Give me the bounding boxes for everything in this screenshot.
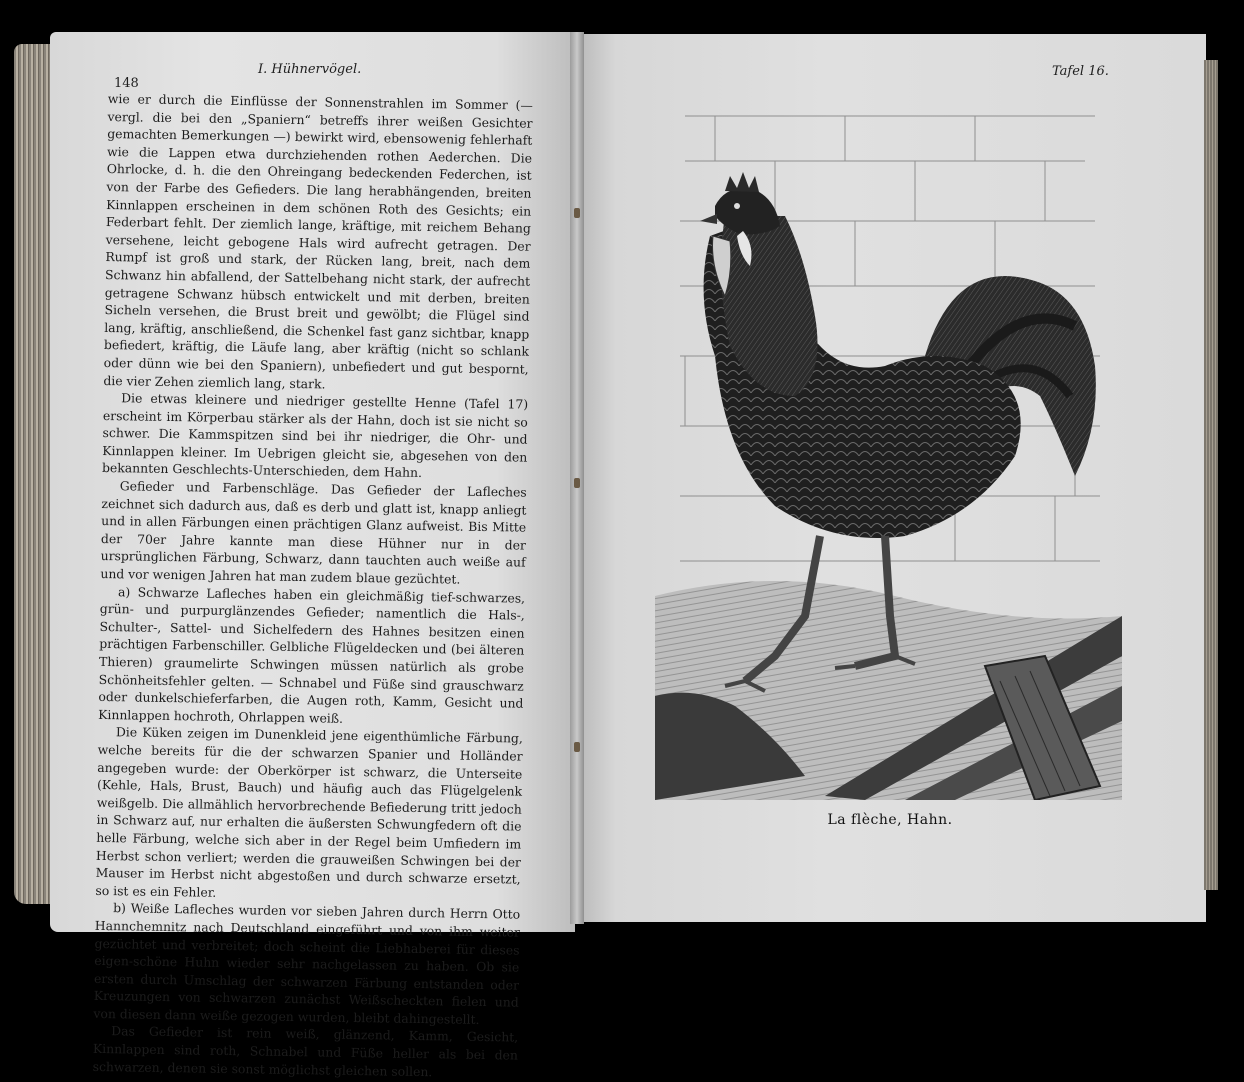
running-head: I. Hühnervögel. bbox=[258, 62, 362, 77]
paragraph: wie er durch die Einflüsse der Sonnenstrahlen im Sommer (— vergl. die bei den „Spaniern“ betreffs ihrer weißen Gesichter gemachten Bemerkungen —) bewirkt wird, ebensowenig fehlerhaft wie die Lappen etwa durchziehenden rothen Aederchen. Die Ohrlocke, d. h. die den Ohreingang bedeckenden Federchen, ist von der Farbe des Gefieders. Die lang herabhängenden, breiten Kinnlappen erscheinen in dem schönen Roth des Gesichts; ein Federbart fehlt. Der ziemlich lange, kräftige, mit reichem Behang versehene, leicht gebogene Hals wird aufrecht getragen. Der Rumpf ist groß und stark, der Rücken lang, breit, nach dem Schwanz hin abfallend, der Sattelbehang nicht stark, der aufrecht getragene Schwanz hübsch entwickelt und mit derben, breiten Sicheln versehen, die Brust breit und gewölbt; die Flügel sind lang, kräftig, anschließend, die Schenkel fast ganz sichtbar, knapp befiedert, kräftig, die Läufe lang, aber kräftig (nicht so schlank oder dünn wie bei den Spaniern), unbefiedert und gut bespornt, die vier Zehen ziemlich lang, stark. bbox=[103, 90, 533, 391]
body-text bbox=[93, 90, 533, 1082]
paragraph: Gefieder und Farbenschläge. Das Gefieder der Lafleches zeichnet sich dadurch aus, daß es derb und glatt ist, knapp anliegt und in allen Färbungen einen prächtigen Glanz aufweist. Bis Mitte der 70er Jahre kannte man diese Hühner nur in der ursprünglichen Färbung, Schwarz, dann tauchten auch weiße auf und vor wenigen Jahren hat man zudem blaue gezüchtet. bbox=[100, 478, 527, 587]
plate-label: Tafel 16. bbox=[1052, 64, 1109, 79]
rooster-engraving bbox=[655, 96, 1122, 800]
paragraph: a) Schwarze Lafleches haben ein gleichmäßig tief-schwarzes, grün- und purpurglänzendes Gefieder; namentlich die Hals-, Schulter-, Sattel- und Sichelfedern des Hahnes besitzen einen prächtigen Farbenschiller. Gelbliche Flügeldecken und (bei älteren Thieren) graumelirte Schwingen müssen natürlich als grobe Schönheitsfehler gelten. — Schnabel und Füße sind grauschwarz oder dunkelschieferfarben, die Augen roth, Kamm, Gesicht und Kinnlappen hochroth, Ohrlappen weiß. bbox=[98, 583, 526, 726]
right-page-edges bbox=[1204, 60, 1218, 890]
paragraph: Das Gefieder ist rein weiß, glänzend, Kamm, Gesicht, Kinnlappen sind roth, Schnabel und Füße heller als bei den schwarzen, denen sie sonst möglichst gleichen sollen. bbox=[92, 1023, 519, 1079]
binding-stitch bbox=[574, 208, 580, 218]
paragraph: Die etwas kleinere und niedriger gestellte Henne (Tafel 17) erscheint im Körperbau stärker als der Hahn, doch ist sie nicht so schwer. Die Kammspitzen sind bei ihr niedriger, die Ohr- und Kinnlappen kleiner. Im Uebrigen gleicht sie, abgesehen von den bekannten Geschlechts-Unterschieden, dem Hahn. bbox=[101, 390, 529, 481]
binding-stitch bbox=[574, 742, 580, 752]
plate-caption: La flèche, Hahn. bbox=[827, 812, 953, 828]
binding-stitch bbox=[574, 478, 580, 488]
paragraph: b) Weiße Lafleches wurden vor sieben Jahren durch Herrn Otto Hannchemnitz nach Deutschland eingeführt und von ihm weiter gezüchtet und verbreitet; doch scheint die Liebhaberei für dieses eigen-schöne Huhn wieder sehr nachgelassen zu haben. Ob sie ersten durch Umschlag der schwarzen Färbung entstanden oder Kreuzungen von schwarzen zunächst Weißscheckten fielen und von diesen dann weiße gezogen wurden, bleibt dahingestellt. bbox=[93, 900, 521, 1027]
page-number: 148 bbox=[114, 76, 139, 91]
paragraph: Die Küken zeigen im Dunenkleid jene eigenthümliche Färbung, welche bereits für die der schwarzen Spanier und Holländer angegeben wurde: der Oberkörper ist schwarz, die Unterseite (Kehle, Hals, Brust, Bauch) und häufig auch das Flügelgelenk weißgelb. Die allmählich hervorbrechende Befiederung tritt jedoch in Schwarz auf, nur erhalten die äußersten Schwungfedern oft die helle Färbung, welche sich aber in der Regel beim Umfiedern im Herbst schon verliert; werden die grauweißen Schwingen bei der Mauser im Herbst nicht abgestoßen und durch schwarze ersetzt, so ist es ein Fehler. bbox=[95, 724, 523, 900]
